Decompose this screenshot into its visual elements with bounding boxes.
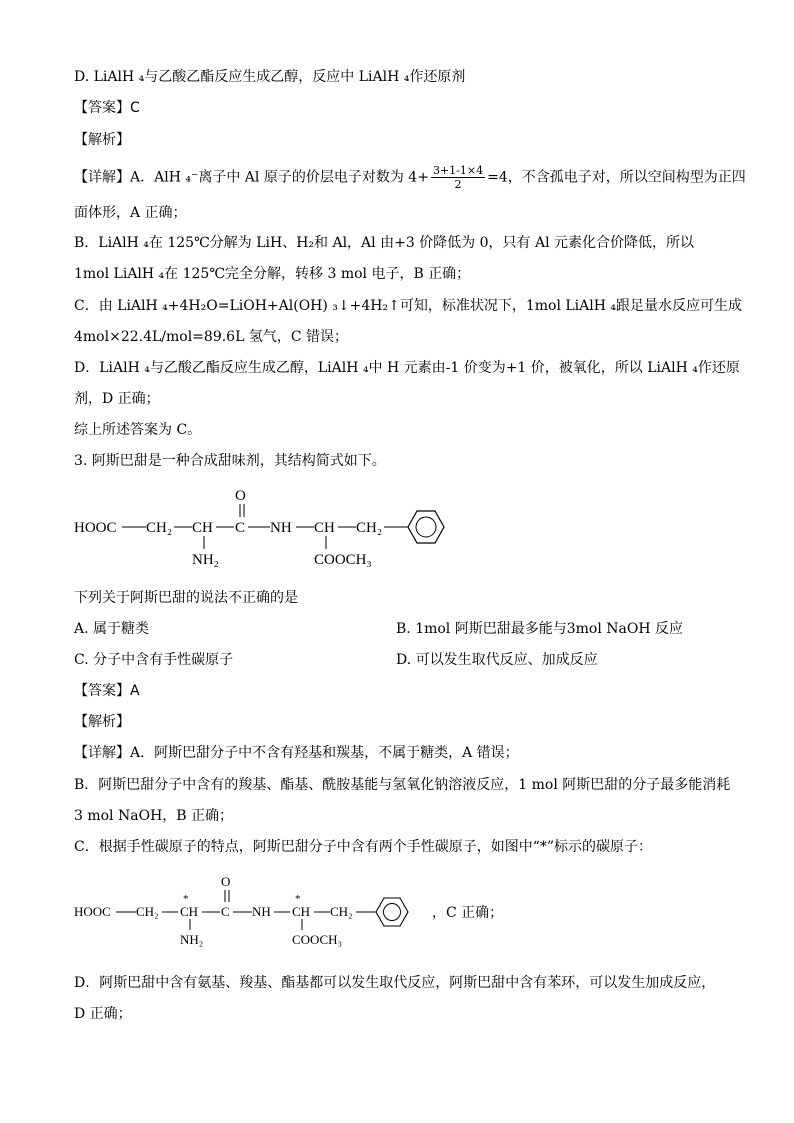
ch2-label: CH₂ <box>330 904 353 919</box>
text-line: D．LiAlH ₄与乙酸乙酯反应生成乙醇，LiAlH ₄中 H 元素由-1 价变为+1 价，被氧化，所以 LiAlH ₄作还原 <box>74 360 740 376</box>
ch2-label: CH₂ <box>356 520 383 536</box>
text-line: 综上所述答案为 C。 <box>74 422 202 438</box>
fraction <box>431 164 485 191</box>
text-line: 剂，D 正确； <box>74 391 160 407</box>
detail-line-a <box>74 164 746 191</box>
fraction-numerator: 3+1-1×4 <box>432 164 484 177</box>
text-line: D 正确； <box>74 1006 132 1022</box>
ch-label: CH <box>314 520 335 536</box>
text-line: 1mol LiAlH ₄在 125℃完全分解，转移 3 mol 电子，B 正确； <box>74 266 471 282</box>
answer-tag: 【答案】 <box>74 100 130 116</box>
answer-line <box>74 98 140 118</box>
nh2-label: NH₂ <box>192 552 219 568</box>
ch2-label: CH₂ <box>146 520 173 536</box>
analysis-heading: 【解析】 <box>74 132 130 148</box>
detail-a-prefix: 【详解】A．AlH ₄⁻离子中 Al 原子的价层电子对数为 4+ <box>74 169 429 186</box>
question-prompt: 下列关于阿斯巴甜的说法不正确的是 <box>74 590 298 606</box>
analysis-heading: 【解析】 <box>74 714 130 730</box>
oxygen-label: O <box>221 874 231 889</box>
carbonyl-c-label: C <box>235 520 246 536</box>
cooch3-label: COOCH₃ <box>292 932 343 947</box>
text-line: C．根据手性碳原子的特点，阿斯巴甜分子中含有两个手性碳原子，如图中“*”标示的碳原子： <box>74 839 653 855</box>
fraction-denominator: 2 <box>454 178 462 191</box>
ch-label: CH <box>192 520 213 536</box>
text-line: 面体形，A 正确； <box>74 205 187 221</box>
answer-value: A <box>130 683 140 699</box>
nh-label: NH <box>270 520 292 536</box>
hooc-label: HOOC <box>74 520 117 536</box>
ch-label: CH <box>180 904 199 919</box>
ch2-label: CH₂ <box>136 904 159 919</box>
text-line: 4mol×22.4L/mol=89.6L 氢气，C 错误； <box>74 329 348 345</box>
answer-line <box>74 681 140 701</box>
cooch3-label: COOCH₃ <box>314 552 372 568</box>
text-line: B．LiAlH ₄在 125℃分解为 LiH、H₂和 Al，Al 由+3 价降低为 0，只有 Al 元素化合价降低，所以 <box>74 235 695 251</box>
structure-diagram <box>74 484 494 574</box>
oxygen-label: O <box>235 488 246 504</box>
chiral-star: * <box>295 893 301 905</box>
text-line: C．由 LiAlH ₄+4H₂O=LiOH+Al(OH) ₃↓+4H₂↑可知，标准状况下，1mol LiAlH ₄跟足量水反应可生成 <box>74 298 743 314</box>
hooc-label: HOOC <box>74 904 111 919</box>
text-line: 【详解】A．阿斯巴甜分子中不含有羟基和羰基，不属于糖类，A 错误； <box>74 745 519 761</box>
carbonyl-c-label: C <box>221 904 230 919</box>
option-d: D. 可以发生取代反应、加成反应 <box>396 652 598 668</box>
chiral-star: * <box>183 893 189 905</box>
text-line: ，C 正确； <box>432 905 504 921</box>
chiral-structure-diagram <box>74 872 434 952</box>
detail-a-suffix: =4，不含孤电子对，所以空间构型为正四 <box>487 169 746 186</box>
nh-label: NH <box>252 904 271 919</box>
option-b: B. 1mol 阿斯巴甜最多能与3mol NaOH 反应 <box>396 621 683 637</box>
text-line: B．阿斯巴甜分子中含有的羧基、酯基、酰胺基能与氢氧化钠溶液反应，1 mol 阿斯巴甜的分子最多能消耗 <box>74 777 731 793</box>
answer-value: C <box>130 100 140 116</box>
option-a: A. 属于糖类 <box>74 621 150 637</box>
text-line: 3 mol NaOH，B 正确； <box>74 808 234 824</box>
text-line: D．阿斯巴甜中含有氨基、羧基、酯基都可以发生取代反应，阿斯巴甜中含有苯环，可以发生加成反应， <box>74 975 716 991</box>
ch-label: CH <box>292 904 311 919</box>
nh2-label: NH₂ <box>180 932 204 947</box>
text-line: D. LiAlH ₄与乙酸乙酯反应生成乙醇，反应中 LiAlH ₄作还原剂 <box>74 69 466 85</box>
benzene-ring-icon <box>408 511 444 543</box>
benzene-ring-icon <box>376 898 408 926</box>
answer-tag: 【答案】 <box>74 683 130 699</box>
option-c: C. 分子中含有手性碳原子 <box>74 652 234 668</box>
question-3: 3. 阿斯巴甜是一种合成甜味剂，其结构简式如下。 <box>74 453 386 469</box>
